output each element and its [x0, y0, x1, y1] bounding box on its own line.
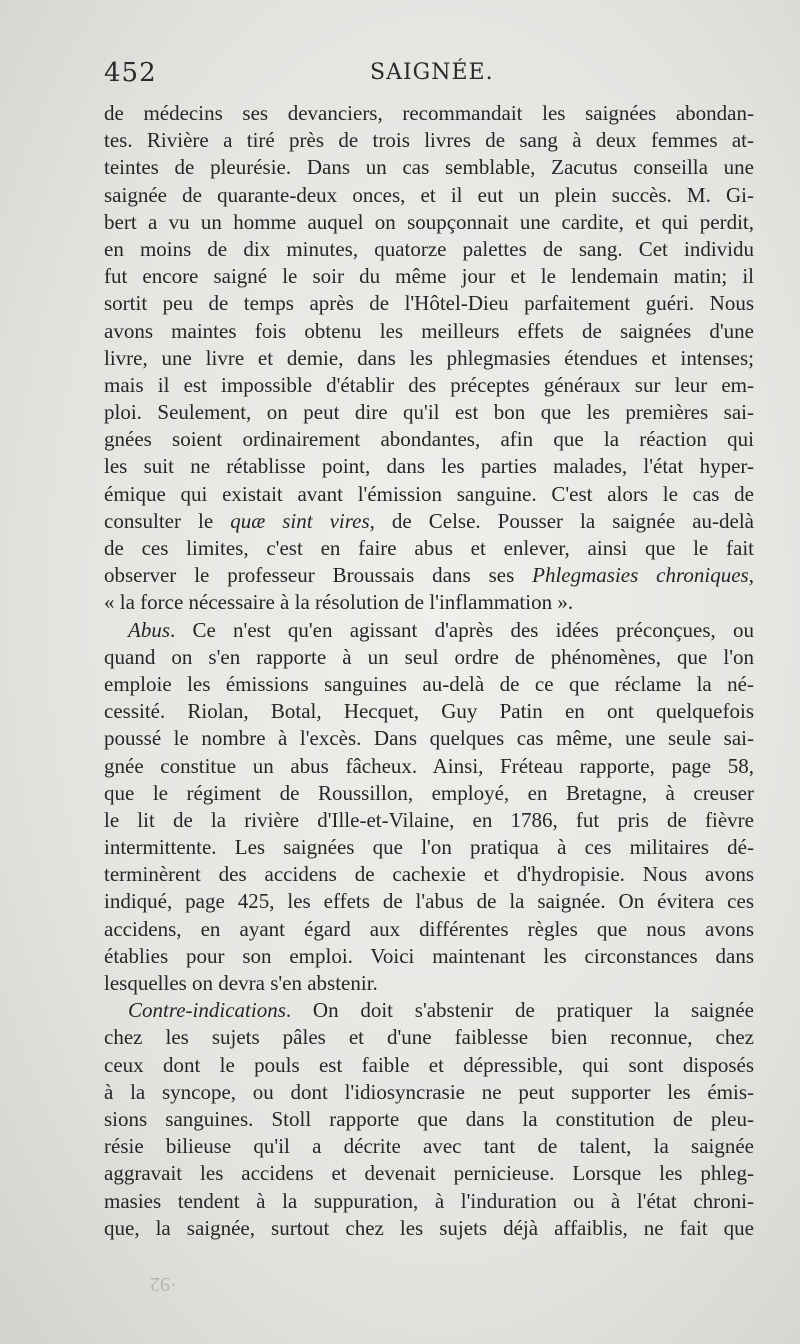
text-line [104, 100, 754, 127]
text-line [104, 1160, 754, 1187]
line-text-post: . Ce n'est qu'en agissant d'après des idées préconçues, ou [170, 617, 754, 642]
line-text: gnées soient ordinairement abondantes, afin que la réaction qui [104, 427, 754, 452]
text-line [104, 154, 754, 181]
text-line [104, 263, 754, 290]
line-text-post: , [748, 563, 754, 588]
bleed-through-mark: ·92 [150, 1273, 177, 1295]
line-text: résie bilieuse qu'il a décrite avec tant de talent, la saignée [104, 1134, 754, 1159]
line-text: établies pour son emploi. Voici maintenant les circonstances dans [104, 943, 754, 968]
line-text: accidens, en ayant égard aux différentes règles que nous avons [104, 916, 754, 941]
line-text: saignée de quarante-deux onces, et il eut un plein succès. M. Gi- [104, 182, 754, 207]
text-line [104, 671, 754, 698]
line-text: ploi. Seulement, on peut dire qu'il est bon que les premières sai- [104, 400, 754, 425]
text-line [104, 725, 754, 752]
text-line [104, 426, 754, 453]
line-text: quand on s'en rapporte à un seul ordre de phénomènes, que l'on [104, 644, 754, 669]
line-text: indiqué, page 425, les effets de l'abus de la saignée. On évitera ces [104, 889, 754, 914]
running-title: SAIGNÉE. [370, 60, 494, 85]
text-line [104, 698, 754, 725]
text-line [104, 209, 754, 236]
line-text: gnée constitue un abus fâcheux. Ainsi, Fréteau rapporte, page 58, [104, 753, 754, 778]
text-line [104, 997, 754, 1024]
text-line [104, 943, 754, 970]
text-line [104, 888, 754, 915]
text-line [104, 1052, 754, 1079]
text-line [104, 1024, 754, 1051]
line-text-italic: Contre-indications [128, 998, 286, 1023]
line-text-post: , de Celse. Pousser la saignée au-delà [369, 508, 754, 533]
page-header [104, 58, 754, 94]
line-text-italic: Abus [128, 617, 170, 642]
line-text-italic: Phlegmasies chroniques [532, 563, 749, 588]
line-text: que le régiment de Roussillon, employé, en Bretagne, à creuser [104, 780, 754, 805]
text-line [104, 644, 754, 671]
line-text: masies tendent à la suppuration, à l'induration ou à l'état chroni- [104, 1188, 754, 1213]
line-text: bert a vu un homme auquel on soupçonnait une cardite, et qui perdit, [104, 209, 754, 234]
text-line [104, 589, 754, 616]
text-line [104, 182, 754, 209]
line-text: avons maintes fois obtenu les meilleurs effets de saignées d'une [104, 318, 754, 343]
text-line [104, 780, 754, 807]
line-text: le lit de la rivière d'Ille-et-Vilaine, en 1786, fut pris de fièvre [104, 807, 754, 832]
text-line [104, 861, 754, 888]
line-text: mais il est impossible d'établir des préceptes généraux sur leur em- [104, 372, 754, 397]
text-line [104, 1079, 754, 1106]
line-text: teintes de pleurésie. Dans un cas semblable, Zacutus conseilla une [104, 155, 754, 180]
text-line [104, 970, 754, 997]
line-text: sions sanguines. Stoll rapporte que dans la constitution de pleu- [104, 1106, 754, 1131]
text-line [104, 807, 754, 834]
line-text: sortit peu de temps après de l'Hôtel-Dieu parfaitement guéri. Nous [104, 291, 754, 316]
line-text: livre, une livre et demie, dans les phlegmasies étendues et intenses; [104, 345, 754, 370]
line-text-pre: observer le professeur Broussais dans ses [104, 563, 533, 588]
line-text: de ces limites, c'est en faire abus et enlever, ainsi que le fait [104, 536, 754, 560]
text-line [104, 916, 754, 943]
text-line [104, 508, 754, 535]
text-line [104, 453, 754, 480]
text-line [104, 1133, 754, 1160]
line-text: aggravait les accidens et devenait pernicieuse. Lorsque les phleg- [104, 1161, 754, 1186]
text-line [104, 345, 754, 372]
text-line [104, 127, 754, 154]
line-text: à la syncope, ou dont l'idiosyncrasie ne peut supporter les émis- [104, 1079, 754, 1104]
line-text-pre: consulter le [104, 508, 231, 533]
text-line [104, 834, 754, 861]
line-text: « la force nécessaire à la résolution de l'inflammation ». [104, 590, 574, 615]
line-text-italic: quæ sint vires [230, 508, 370, 533]
line-text: de médecins ses devanciers, recommandait les saignées abondan- [104, 101, 754, 125]
text-line [104, 617, 754, 644]
line-text: emploie les émissions sanguines au-delà de ce que réclame la né- [104, 671, 754, 696]
page-number: 452 [104, 58, 157, 88]
line-text: tes. Rivière a tiré près de trois livres de sang à deux femmes at- [104, 128, 754, 153]
line-text: en moins de dix minutes, quatorze palettes de sang. Cet individu [104, 236, 754, 261]
text-line [104, 372, 754, 399]
text-line [104, 1106, 754, 1133]
text-line [104, 1188, 754, 1215]
line-text: fut encore saigné le soir du même jour et le lendemain matin; il [104, 264, 754, 289]
text-line [104, 753, 754, 780]
text-line [104, 236, 754, 263]
line-text: intermittente. Les saignées que l'on pratiqua à ces militaires dé- [104, 835, 754, 860]
body-text [104, 100, 754, 1242]
line-text: ceux dont le pouls est faible et dépressible, qui sont disposés [104, 1052, 754, 1077]
line-text: poussé le nombre à l'excès. Dans quelques cas même, une seule sai- [104, 726, 754, 751]
line-text-post: . On doit s'abstenir de pratiquer la saignée [285, 998, 754, 1023]
line-text: que, la saignée, surtout chez les sujets déjà affaiblis, ne fait que [104, 1215, 754, 1240]
text-line [104, 562, 754, 589]
text-line [104, 481, 754, 508]
text-line [104, 1215, 754, 1242]
line-text: les suit ne rétablisse point, dans les parties malades, l'état hyper- [104, 454, 754, 479]
text-line [104, 535, 754, 562]
line-text: terminèrent des accidens de cachexie et d'hydropisie. Nous avons [104, 862, 754, 887]
line-text: émique qui existait avant l'émission sanguine. C'est alors le cas de [104, 481, 754, 506]
text-line [104, 399, 754, 426]
line-text: lesquelles on devra s'en abstenir. [104, 971, 378, 995]
line-text: chez les sujets pâles et d'une faiblesse bien reconnue, chez [104, 1025, 754, 1050]
text-line [104, 290, 754, 317]
text-line [104, 318, 754, 345]
line-text: cessité. Riolan, Botal, Hecquet, Guy Patin en ont quelquefois [104, 699, 754, 724]
